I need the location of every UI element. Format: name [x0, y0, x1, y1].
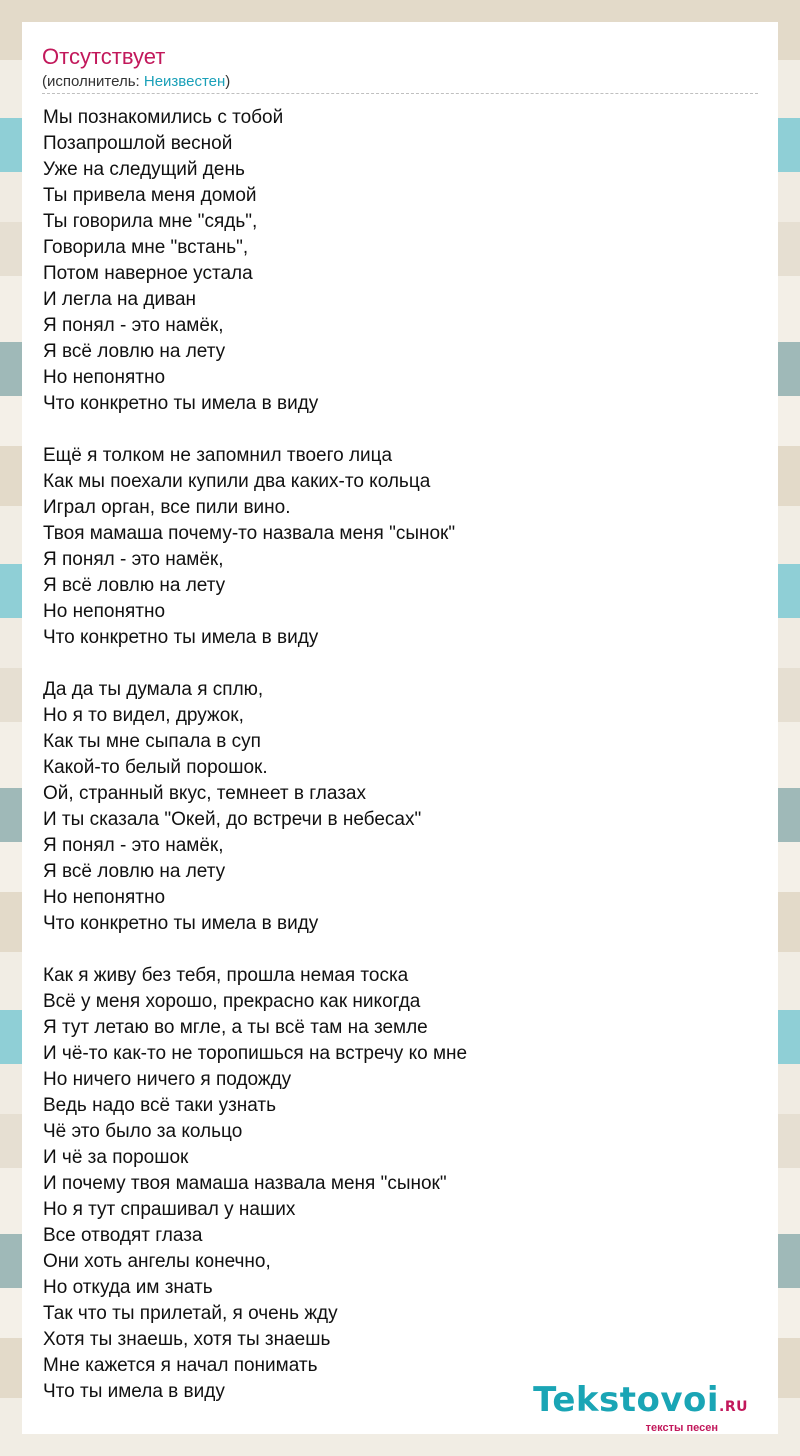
logo-tagline: тексты песен: [645, 1422, 718, 1434]
artist-link[interactable]: Неизвестен: [143, 73, 226, 90]
lyric-line: Я понял - это намёк,: [43, 549, 224, 570]
lyrics-card: [22, 22, 778, 1434]
lyric-line: Играл орган, все пили вино.: [43, 497, 291, 518]
lyric-line: Они хоть ангелы конечно,: [43, 1251, 271, 1272]
lyric-line: Ещё я толком не запомнил твоего лица: [43, 445, 393, 466]
lyric-line: Но непонятно: [43, 367, 166, 388]
lyric-line: Ведь надо всё таки узнать: [43, 1095, 277, 1116]
lyric-line: Всё у меня хорошо, прекрасно как никогда: [43, 991, 421, 1012]
lyric-line: Я всё ловлю на лету: [43, 575, 226, 596]
lyric-line: Чё это было за кольцо: [43, 1121, 243, 1142]
lyric-line: Позапрошлой весной: [43, 133, 233, 154]
lyric-line: И легла на диван: [43, 289, 197, 310]
lyric-line: Но я тут спрашивал у наших: [43, 1199, 296, 1220]
lyric-line: И ты сказала "Окей, до встречи в небесах": [43, 809, 422, 830]
lyric-line: И чё-то как-то не торопишься на встречу ко мне: [43, 1043, 468, 1064]
stanza-break: [43, 417, 759, 443]
lyric-line: Но ничего ничего я подожду: [43, 1069, 292, 1090]
lyric-line: Мне кажется я начал понимать: [43, 1355, 318, 1376]
lyric-line: Что ты имела в виду: [43, 1381, 225, 1402]
performer-line: [42, 73, 230, 91]
lyric-line: Потом наверное устала: [43, 263, 253, 284]
lyric-line: Все отводят глаза: [43, 1225, 203, 1246]
lyric-line: Я понял - это намёк,: [43, 835, 224, 856]
lyric-line: Твоя мамаша почему-то назвала меня "сынок": [43, 523, 456, 544]
lyric-line: Я тут летаю во мгле, а ты всё там на земле: [43, 1017, 428, 1038]
lyric-line: Ой, странный вкус, темнеет в глазах: [43, 783, 366, 804]
lyric-line: Но непонятно: [43, 887, 166, 908]
performer-label: (исполнитель:: [42, 73, 144, 90]
stanza-break: [43, 937, 759, 963]
lyric-line: Ты говорила мне "сядь",: [43, 211, 258, 232]
logo-tld: .RU: [719, 1399, 748, 1415]
lyric-line: И почему твоя мамаша назвала меня "сынок": [43, 1173, 447, 1194]
lyric-line: Как мы поехали купили два каких-то кольца: [43, 471, 431, 492]
lyric-line: Говорила мне "встань",: [43, 237, 249, 258]
lyric-line: Я всё ловлю на лету: [43, 341, 226, 362]
lyric-line: Хотя ты знаешь, хотя ты знаешь: [43, 1329, 331, 1350]
site-logo[interactable]: [533, 1381, 748, 1434]
song-title: Отсутствует: [42, 44, 166, 69]
lyric-line: Но откуда им знать: [43, 1277, 213, 1298]
lyric-line: Что конкретно ты имела в виду: [43, 393, 319, 414]
lyric-line: Уже на следущий день: [43, 159, 245, 180]
lyric-line: Ты привела меня домой: [43, 185, 257, 206]
lyric-line: Как я живу без тебя, прошла немая тоска: [43, 965, 409, 986]
lyric-line: Да да ты думала я сплю,: [43, 679, 264, 700]
performer-label-close: ): [225, 73, 231, 90]
lyric-line: Но непонятно: [43, 601, 166, 622]
lyric-line: Я всё ловлю на лету: [43, 861, 226, 882]
lyric-line: Какой-то белый порошок.: [43, 757, 268, 778]
lyric-line: Так что ты прилетай, я очень жду: [43, 1303, 338, 1324]
logo-wordmark: Tekstovoi: [533, 1380, 720, 1420]
lyric-line: Я понял - это намёк,: [43, 315, 224, 336]
lyric-line: Что конкретно ты имела в виду: [43, 913, 319, 934]
lyric-line: Но я то видел, дружок,: [43, 705, 244, 726]
lyric-line: Что конкретно ты имела в виду: [43, 627, 319, 648]
lyrics-text: [43, 105, 759, 1405]
stanza-break: [43, 651, 759, 677]
lyric-line: И чё за порошок: [43, 1147, 189, 1168]
header-divider: [42, 93, 758, 94]
lyric-line: Как ты мне сыпала в суп: [43, 731, 261, 752]
lyric-line: Мы познакомились с тобой: [43, 107, 284, 128]
